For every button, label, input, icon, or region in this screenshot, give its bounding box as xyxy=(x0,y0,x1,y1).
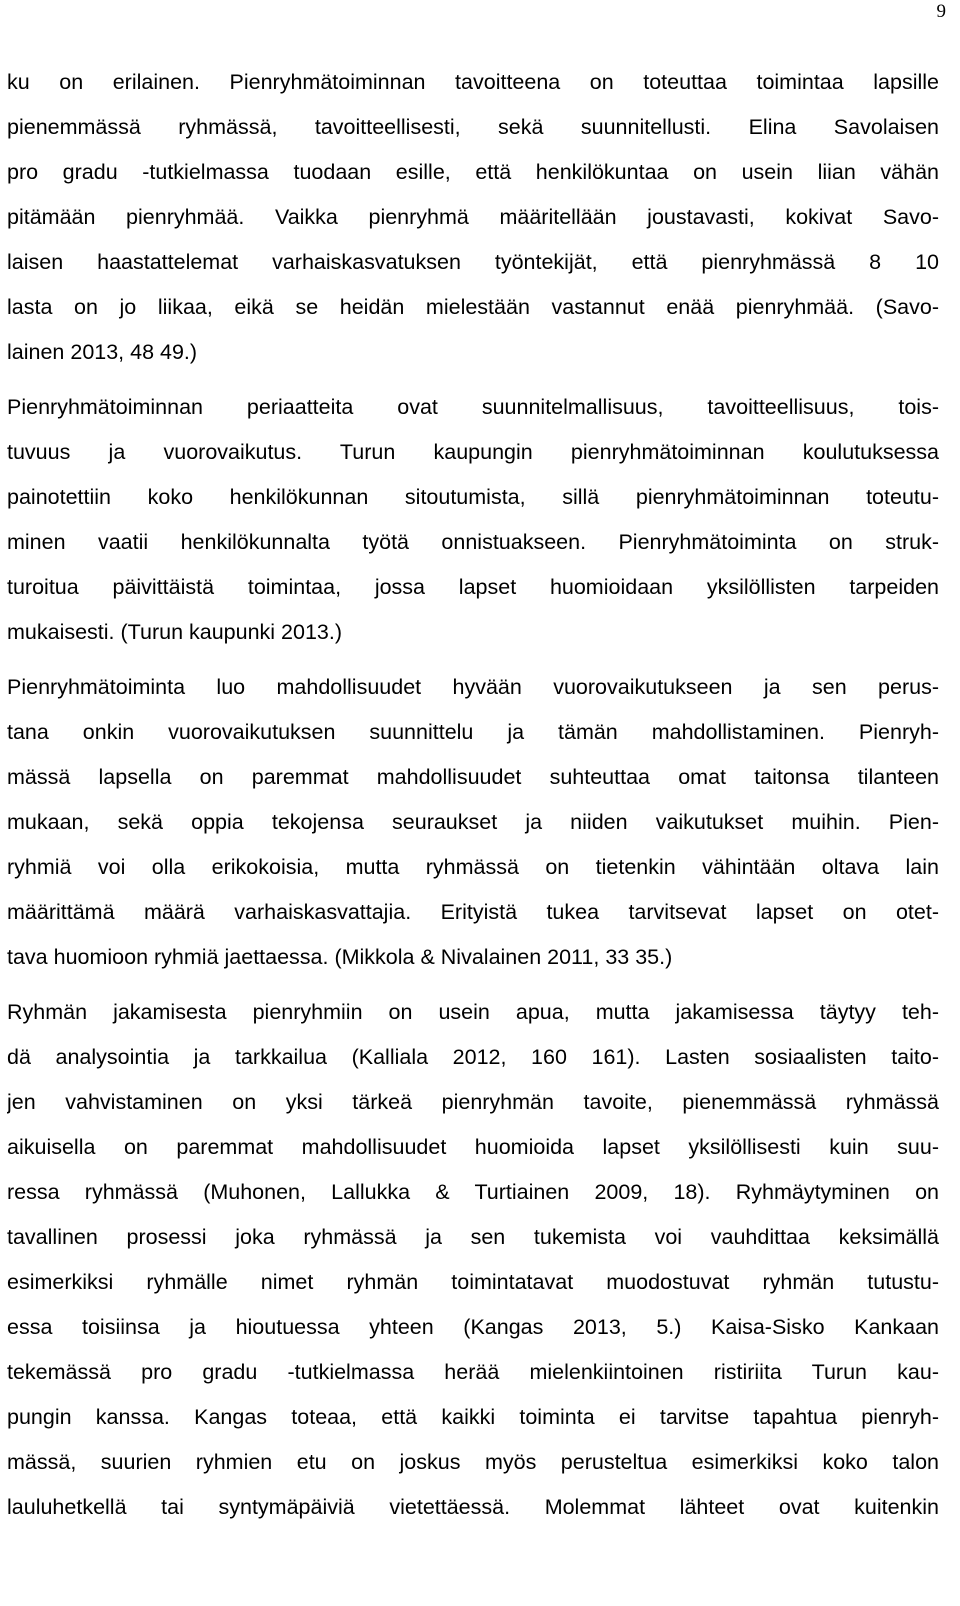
text-line: ressa ryhmässä (Muhonen, Lallukka & Turtiainen 2009, 18). Ryhmäytyminen on xyxy=(7,1180,939,1204)
text-line: mässä, suurien ryhmien etu on joskus myös perusteltua esimerkiksi koko talon xyxy=(7,1450,939,1474)
text-line: pungin kanssa. Kangas toteaa, että kaikki toiminta ei tarvitse tapahtua pienryh- xyxy=(7,1405,939,1429)
text-line: mukaisesti. (Turun kaupunki 2013.) xyxy=(7,620,343,644)
text-line: määrittämä määrä varhaiskasvattajia. Erityistä tukea tarvitsevat lapset on otet- xyxy=(7,900,939,924)
paragraph xyxy=(7,990,939,1530)
text-line: tekemässä pro gradu -tutkielmassa herää mielenkiintoinen ristiriita Turun kau- xyxy=(7,1360,939,1384)
text-line: Ryhmän jakamisesta pienryhmiin on usein apua, mutta jakamisessa täytyy teh- xyxy=(7,1000,939,1024)
text-line: ku on erilainen. Pienryhmätoiminnan tavoitteena on toteuttaa toimintaa lapsille xyxy=(7,70,939,94)
text-line: mukaan, sekä oppia tekojensa seuraukset ja niiden vaikutukset muihin. Pien- xyxy=(7,810,939,834)
text-line: tuvuus ja vuorovaikutus. Turun kaupungin pienryhmätoiminnan koulutuksessa xyxy=(7,440,939,464)
text-line: tavallinen prosessi joka ryhmässä ja sen tukemista voi vauhdittaa keksimällä xyxy=(7,1225,939,1249)
text-line: pro gradu -tutkielmassa tuodaan esille, että henkilökuntaa on usein liian vähän xyxy=(7,160,939,184)
paragraph xyxy=(7,385,939,655)
text-line: jen vahvistaminen on yksi tärkeä pienryhmän tavoite, pienemmässä ryhmässä xyxy=(7,1090,939,1114)
text-line: ryhmiä voi olla erikokoisia, mutta ryhmässä on tietenkin vähintään oltava lain xyxy=(7,855,939,879)
text-line: lainen 2013, 48 49.) xyxy=(7,340,198,364)
text-line: Pienryhmätoiminta luo mahdollisuudet hyvään vuorovaikutukseen ja sen perus- xyxy=(7,675,939,699)
text-line: tava huomioon ryhmiä jaettaessa. (Mikkola & Nivalainen 2011, 33 35.) xyxy=(7,945,673,969)
text-line: minen vaatii henkilökunnalta työtä onnistuakseen. Pienryhmätoiminta on struk- xyxy=(7,530,939,554)
text-line: pitämään pienryhmää. Vaikka pienryhmä määritellään joustavasti, kokivat Savo- xyxy=(7,205,939,229)
page-number: 9 xyxy=(936,1,946,22)
paragraph xyxy=(7,665,939,980)
text-line: esimerkiksi ryhmälle nimet ryhmän toimintatavat muodostuvat ryhmän tutustu- xyxy=(7,1270,939,1294)
text-line: Pienryhmätoiminnan periaatteita ovat suunnitelmallisuus, tavoitteellisuus, tois- xyxy=(7,395,939,419)
text-line: lauluhetkellä tai syntymäpäiviä vietettäessä. Molemmat lähteet ovat kuitenkin xyxy=(7,1495,939,1519)
document-body xyxy=(7,60,939,1530)
text-line: aikuisella on paremmat mahdollisuudet huomioida lapset yksilöllisesti kuin suu- xyxy=(7,1135,939,1159)
text-line: turoitua päivittäistä toimintaa, jossa lapset huomioidaan yksilöllisten tarpeiden xyxy=(7,575,939,599)
paragraph xyxy=(7,60,939,375)
text-line: pienemmässä ryhmässä, tavoitteellisesti, sekä suunnitellusti. Elina Savolaisen xyxy=(7,115,939,139)
text-line: mässä lapsella on paremmat mahdollisuudet suhteuttaa omat taitonsa tilanteen xyxy=(7,765,939,789)
text-line: essa toisiinsa ja hioutuessa yhteen (Kangas 2013, 5.) Kaisa-Sisko Kankaan xyxy=(7,1315,939,1339)
text-line: tana onkin vuorovaikutuksen suunnittelu ja tämän mahdollistaminen. Pienryh- xyxy=(7,720,939,744)
text-line: lasta on jo liikaa, eikä se heidän mielestään vastannut enää pienryhmää. (Savo- xyxy=(7,295,939,319)
text-line: laisen haastattelemat varhaiskasvatuksen työntekijät, että pienryhmässä 8 10 xyxy=(7,250,939,274)
text-line: painotettiin koko henkilökunnan sitoutumista, sillä pienryhmätoiminnan toteutu- xyxy=(7,485,939,509)
text-line: dä analysointia ja tarkkailua (Kalliala 2012, 160 161). Lasten sosiaalisten taito- xyxy=(7,1045,939,1069)
